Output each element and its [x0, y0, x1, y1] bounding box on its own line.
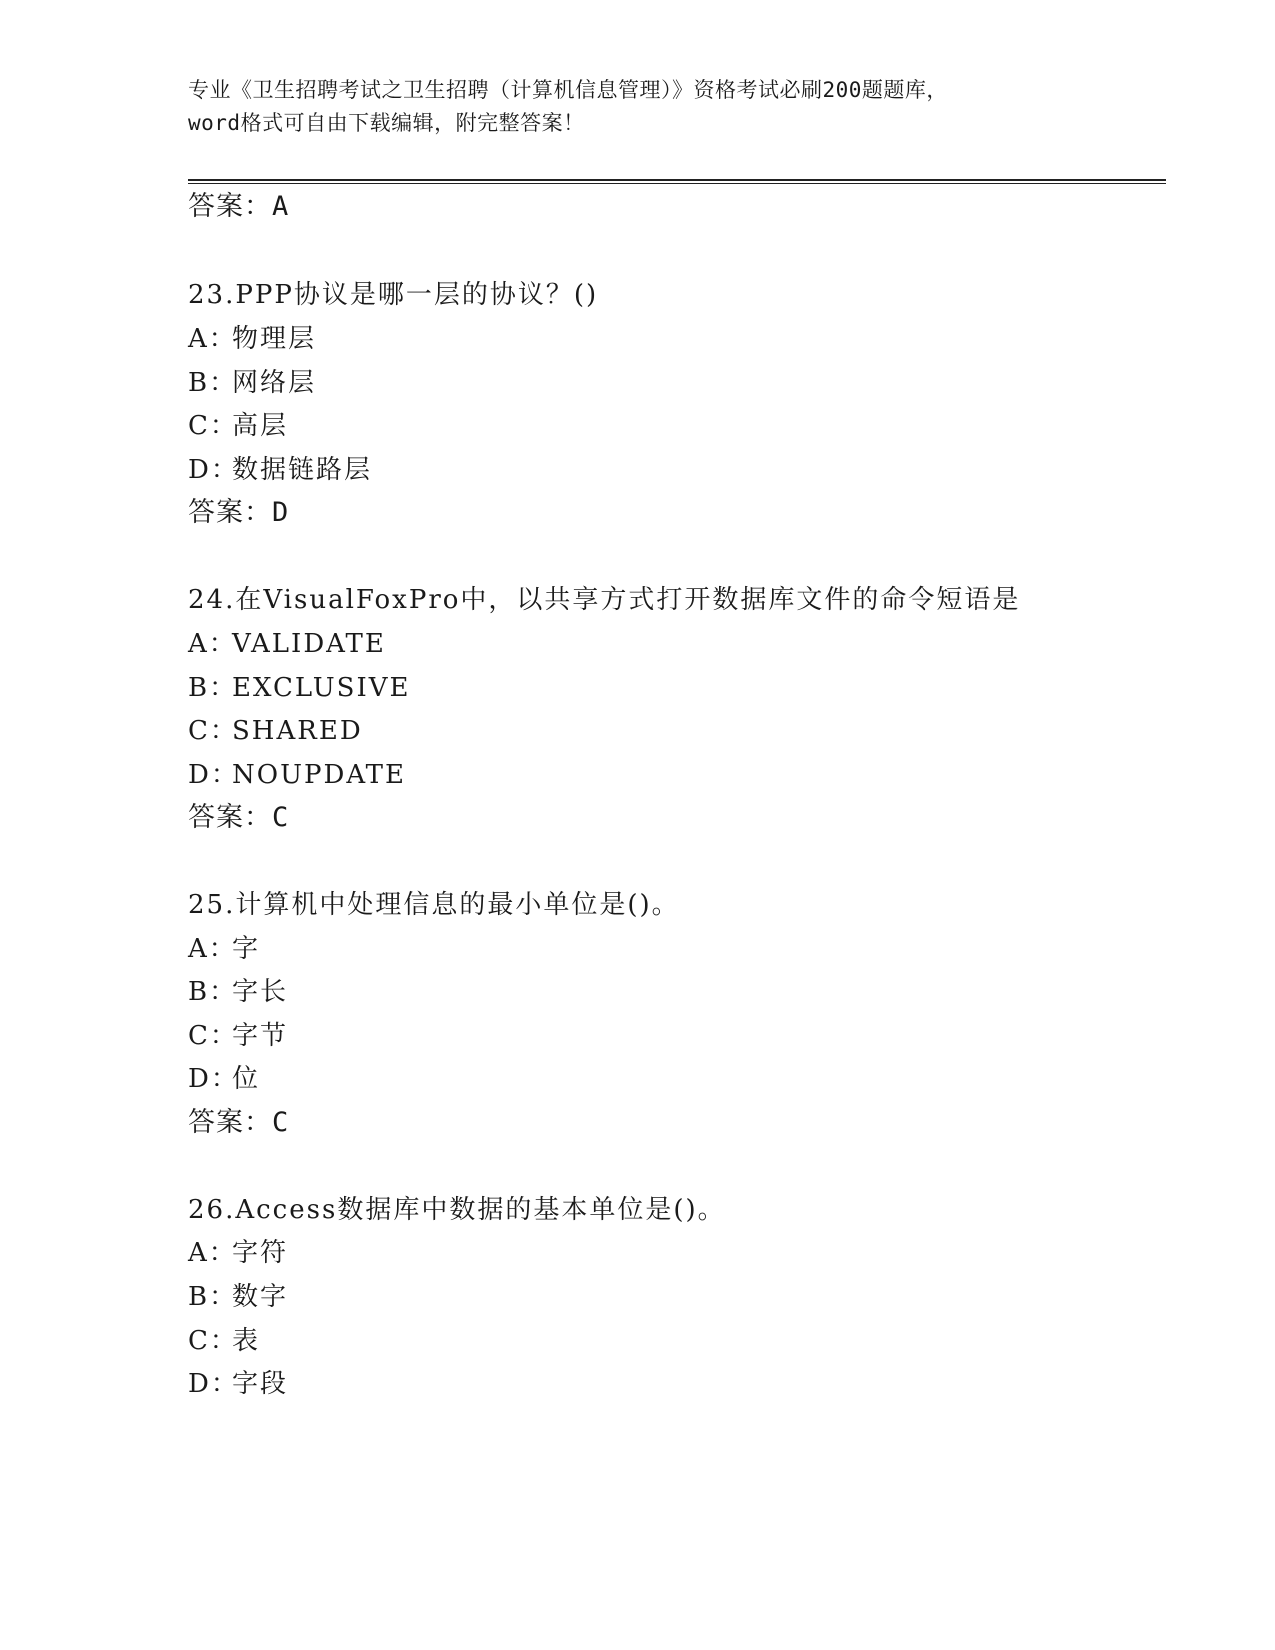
- option-key: D：: [188, 1369, 239, 1399]
- question-23-stem: 23.PPP协议是哪一层的协议？(): [188, 280, 599, 310]
- option-text: 位: [232, 1064, 261, 1094]
- option-key: C：: [188, 411, 238, 441]
- question-23-option-c: [188, 409, 288, 443]
- question-26-option-a: [188, 1236, 288, 1270]
- question-24-option-c: [188, 714, 363, 748]
- option-text: 数据链路层: [232, 455, 373, 485]
- previous-answer: 答案：A: [188, 191, 290, 222]
- option-text: NOUPDATE: [232, 760, 406, 790]
- question-23-answer: 答案：D: [188, 497, 290, 528]
- question-26-option-c: [188, 1324, 260, 1358]
- question-23-option-b: [188, 366, 316, 400]
- question-24-option-d: [188, 758, 406, 792]
- document-header: [188, 74, 1088, 140]
- question-26-option-d: [188, 1367, 288, 1401]
- option-text: 数字: [232, 1282, 289, 1312]
- option-text: 字长: [232, 977, 289, 1007]
- option-key: B：: [188, 977, 238, 1007]
- option-text: SHARED: [232, 716, 363, 746]
- option-key: A：: [188, 1238, 237, 1268]
- question-26-stem: 26.Access数据库中数据的基本单位是()。: [188, 1195, 726, 1225]
- header-line-1: 专业《卫生招聘考试之卫生招聘（计算机信息管理）》资格考试必刷200题题库，: [188, 78, 948, 102]
- question-25-option-d: [188, 1062, 260, 1096]
- option-text: 字段: [232, 1369, 289, 1399]
- option-key: A：: [188, 324, 237, 354]
- option-text: 字节: [232, 1021, 289, 1051]
- header-line-2: word格式可自由下载编辑，附完整答案！: [188, 111, 585, 135]
- option-key: A：: [188, 934, 237, 964]
- option-key: B：: [188, 1282, 238, 1312]
- option-key: C：: [188, 716, 238, 746]
- question-25-stem: 25.计算机中处理信息的最小单位是()。: [188, 890, 680, 920]
- option-key: C：: [188, 1021, 238, 1051]
- option-key: D：: [188, 1064, 239, 1094]
- question-23-option-a: [188, 322, 316, 356]
- question-25-option-b: [188, 975, 288, 1009]
- option-key: C：: [188, 1326, 238, 1356]
- option-key: D：: [188, 760, 239, 790]
- question-24-option-b: [188, 671, 411, 705]
- option-text: EXCLUSIVE: [232, 673, 411, 703]
- question-23-option-d: [188, 453, 372, 487]
- option-text: 物理层: [232, 324, 317, 354]
- question-24-stem: 24.在VisualFoxPro中，以共享方式打开数据库文件的命令短语是: [188, 585, 1021, 615]
- question-24-answer: 答案：C: [188, 802, 290, 833]
- option-text: 高层: [232, 411, 289, 441]
- option-text: VALIDATE: [232, 629, 386, 659]
- option-text: 字: [232, 934, 261, 964]
- option-key: B：: [188, 368, 238, 398]
- question-26-option-b: [188, 1280, 288, 1314]
- question-25-option-c: [188, 1019, 288, 1053]
- question-25-option-a: [188, 932, 260, 966]
- question-25-answer: 答案：C: [188, 1107, 290, 1138]
- option-text: 网络层: [232, 368, 317, 398]
- option-key: B：: [188, 673, 238, 703]
- option-text: 表: [232, 1326, 261, 1356]
- option-key: D：: [188, 455, 239, 485]
- question-24-option-a: [188, 627, 386, 661]
- header-divider: [188, 179, 1166, 185]
- option-key: A：: [188, 629, 237, 659]
- option-text: 字符: [232, 1238, 289, 1268]
